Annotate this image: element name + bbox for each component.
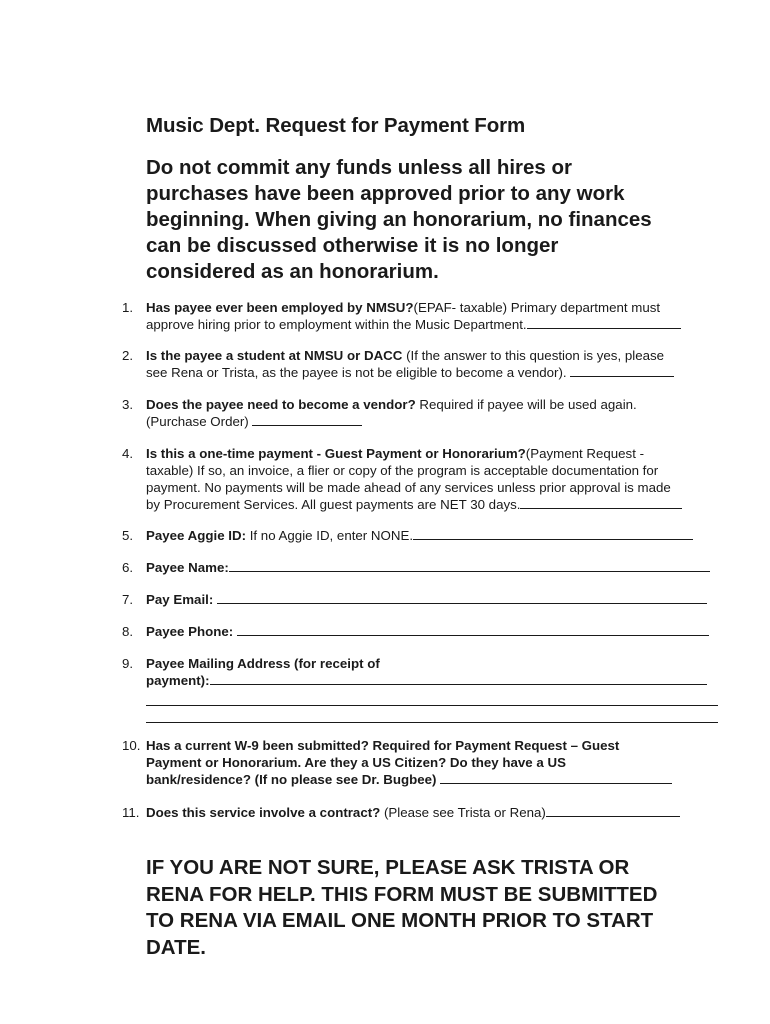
question-text: Payee Aggie ID: [146, 528, 247, 543]
question-note: (If the answer to this question is yes, please [402, 348, 665, 363]
question-note: payment. No payments will be made ahead of any services unless prior approval is made [146, 480, 671, 495]
question-number: 6. [122, 560, 134, 575]
footer-line: DATE. [146, 935, 206, 959]
question-text: Is the payee a student at NMSU or DACC [146, 348, 403, 363]
mailing-address-field[interactable] [146, 706, 718, 723]
question-note: Required if payee will be used again. [415, 397, 637, 412]
warning-line: can be discussed otherwise it is no longer [146, 234, 559, 257]
question-note: approve hiring prior to employment within the Music Department. [146, 317, 527, 332]
question-number: 4. [122, 446, 134, 461]
question-text: Payment or Honorarium. Are they a US Citizen? Do they have a US [146, 755, 566, 770]
question-text: bank/residence? (If no please see Dr. Bugbee) [146, 772, 441, 787]
warning-notice [146, 155, 746, 285]
mailing-address-field[interactable] [210, 672, 707, 685]
question-number: 3. [122, 397, 134, 412]
question-note: (Please see Trista or Rena) [380, 805, 546, 820]
question-text: Payee Mailing Address (for receipt of [146, 656, 380, 671]
payee-phone-field[interactable] [237, 623, 709, 636]
answer-field[interactable] [252, 413, 362, 426]
footer-notice [146, 855, 746, 961]
question-text: Payee Phone: [146, 624, 237, 639]
mailing-address-field[interactable] [146, 689, 718, 706]
question-number: 10. [122, 738, 141, 753]
question-note: If no Aggie ID, enter NONE. [246, 528, 414, 543]
payee-email-field[interactable] [217, 591, 707, 604]
question-text: Does this service involve a contract? [146, 805, 381, 820]
question-note: by Procurement Services. All guest payments are NET 30 days. [146, 497, 521, 512]
question-number: 1. [122, 300, 134, 315]
warning-line: beginning. When giving an honorarium, no finances [146, 208, 652, 231]
question-number: 9. [122, 656, 134, 671]
answer-field[interactable] [570, 364, 674, 377]
footer-line: RENA FOR HELP. THIS FORM MUST BE SUBMITTED [146, 882, 658, 906]
question-text: Does the payee need to become a vendor? [146, 397, 416, 412]
question-note: (Purchase Order) [146, 414, 253, 429]
question-text: Has a current W-9 been submitted? Required for Payment Request – Guest [146, 738, 620, 753]
aggie-id-field[interactable] [413, 527, 693, 540]
question-number: 11. [122, 805, 140, 820]
question-note: taxable) If so, an invoice, a flier or copy of the program is acceptable documentation for [146, 463, 659, 478]
footer-line: IF YOU ARE NOT SURE, PLEASE ASK TRISTA OR [146, 856, 630, 879]
question-text: Payee Name: [146, 560, 229, 575]
question-note: (Payment Request - [525, 446, 645, 461]
contract-answer-field[interactable] [546, 804, 680, 817]
page-title: Music Dept. Request for Payment Form [146, 114, 526, 137]
warning-line: considered as an honorarium. [146, 260, 439, 283]
question-number: 5. [122, 528, 134, 543]
question-text: Has payee ever been employed by NMSU? [146, 300, 414, 315]
warning-line: purchases have been approved prior to any work [146, 182, 625, 205]
question-text: Is this a one-time payment - Guest Payment or Honorarium? [146, 446, 526, 461]
question-number: 7. [122, 592, 134, 607]
answer-field[interactable] [520, 496, 682, 509]
question-note: (EPAF- taxable) Primary department must [413, 300, 661, 315]
question-note: see Rena or Trista, as the payee is not be eligible to become a vendor). [146, 365, 571, 380]
warning-line: Do not commit any funds unless all hires or [146, 156, 573, 179]
question-text: Pay Email: [146, 592, 217, 607]
payee-name-field[interactable] [229, 559, 710, 572]
question-text: payment): [146, 673, 210, 688]
answer-field[interactable] [527, 316, 681, 329]
question-number: 8. [122, 624, 134, 639]
footer-line: TO RENA VIA EMAIL ONE MONTH PRIOR TO START [146, 909, 654, 932]
question-number: 2. [122, 348, 134, 363]
w9-answer-field[interactable] [440, 771, 672, 784]
